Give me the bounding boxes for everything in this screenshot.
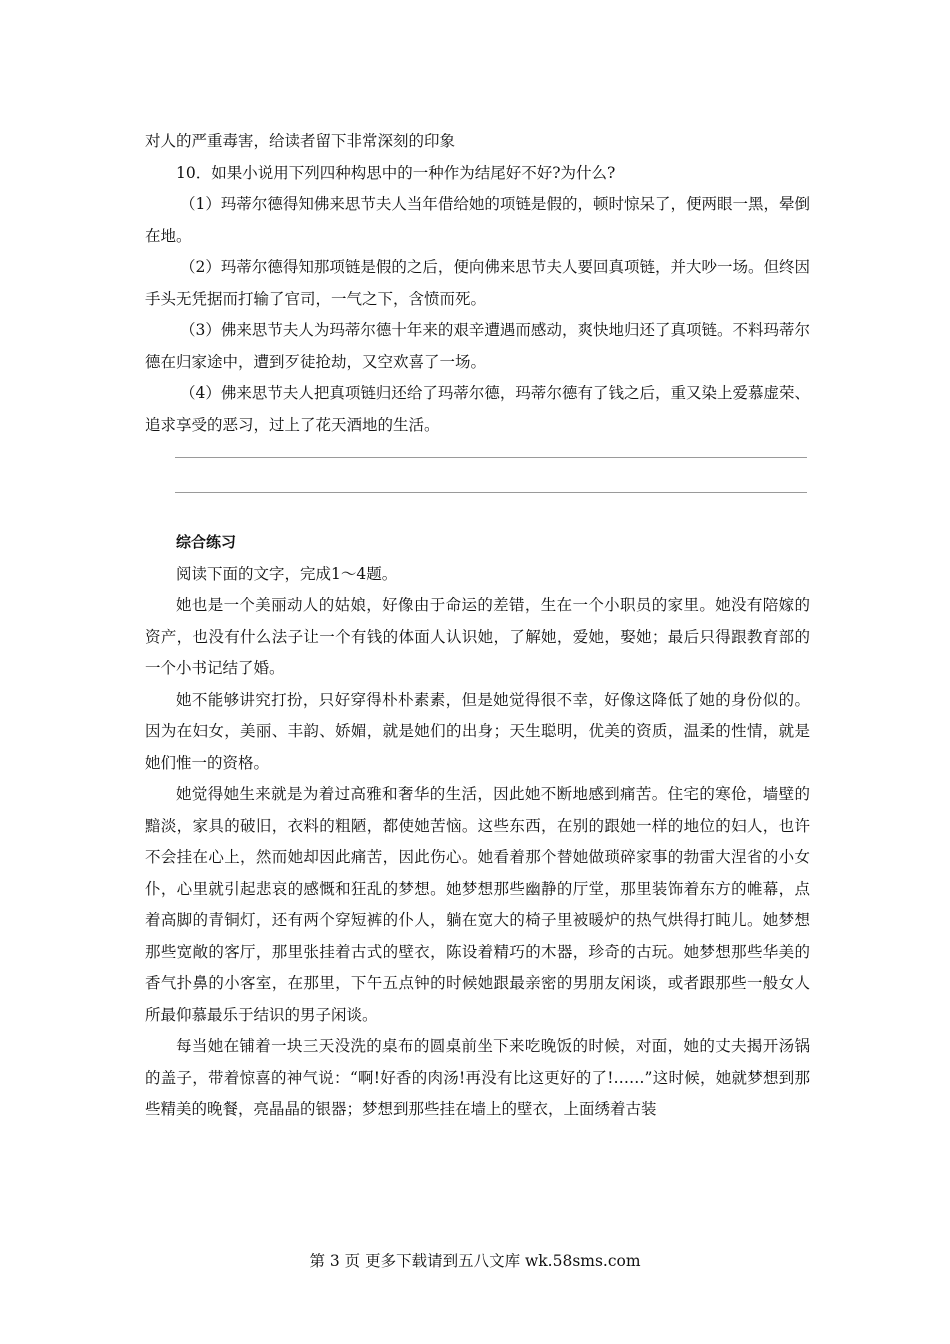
page-content [145, 126, 810, 1126]
section-heading: 综合练习 [176, 533, 237, 551]
option-1: （1）玛蒂尔德得知佛来思节夫人当年借给她的项链是假的，顿时惊呆了，便两眼一黑，晕倒在地。 [145, 195, 810, 245]
continued-text: 对人的严重毒害，给读者留下非常深刻的印象 [145, 132, 456, 150]
passage-paragraph: 她也是一个美丽动人的姑娘，好像由于命运的差错，生在一个小职员的家里。她没有陪嫁的资产，也没有什么法子让一个有钱的体面人认识她，了解她，爱她，娶她；最后只得跟教育部的一个小书记结了婚。 [145, 596, 810, 677]
answer-line [175, 457, 807, 458]
passage-paragraph: 每当她在铺着一块三天没洗的桌布的圆桌前坐下来吃晚饭的时候，对面，她的丈夫揭开汤锅的盖子，带着惊喜的神气说：“啊!好香的肉汤!再没有比这更好的了!……”这时候，她就梦想到那些精美的晚餐，亮晶晶的银器；梦想到那些挂在墙上的壁衣，上面绣着古装 [145, 1037, 810, 1118]
page-footer: 第 3 页 更多下载请到五八文库 wk.58sms.com [309, 1252, 641, 1270]
answer-lines [175, 457, 807, 493]
passage-paragraph: 她觉得她生来就是为着过高雅和奢华的生活，因此她不断地感到痛苦。住宅的寒伧，墙壁的黯淡，家具的破旧，衣料的粗陋，都使她苦恼。这些东西，在别的跟她一样的地位的妇人，也许不会挂在心上，然而她却因此痛苦，因此伤心。她看着那个替她做琐碎家事的勃雷大涅省的小女仆，心里就引起悲哀的感慨和狂乱的梦想。她梦想那些幽静的厅堂，那里装饰着东方的帷幕，点着高脚的青铜灯，还有两个穿短裤的仆人，躺在宽大的椅子里被暖炉的热气烘得打盹儿。她梦想那些宽敞的客厅，那里张挂着古式的壁衣，陈设着精巧的木器，珍奇的古玩。她梦想那些华美的香气扑鼻的小客室，在那里，下午五点钟的时候她跟最亲密的男朋友闲谈，或者跟那些一般女人所最仰慕最乐于结识的男子闲谈。 [145, 785, 810, 1024]
option-4: （4）佛来思节夫人把真项链归还给了玛蒂尔德，玛蒂尔德有了钱之后，重又染上爱慕虚荣、追求享受的恶习，过上了花天酒地的生活。 [145, 384, 810, 434]
answer-line [175, 492, 807, 493]
passage-paragraph: 她不能够讲究打扮，只好穿得朴朴素素，但是她觉得很不幸，好像这降低了她的身份似的。因为在妇女，美丽、丰韵、娇媚，就是她们的出身；天生聪明，优美的资质，温柔的性情，就是她们惟一的资格。 [145, 690, 810, 772]
option-3: （3）佛来思节夫人为玛蒂尔德十年来的艰辛遭遇而感动，爽快地归还了真项链。不料玛蒂尔德在归家途中，遭到歹徒抢劫，又空欢喜了一场。 [145, 321, 810, 371]
question-10: 10．如果小说用下列四种构思中的一种作为结尾好不好?为什么? [176, 163, 616, 182]
instruction: 阅读下面的文字，完成1～4题。 [176, 564, 398, 583]
option-2: （2）玛蒂尔德得知那项链是假的之后，便向佛来思节夫人要回真项链，并大吵一场。但终因手头无凭据而打输了官司，一气之下，含愤而死。 [145, 258, 810, 308]
